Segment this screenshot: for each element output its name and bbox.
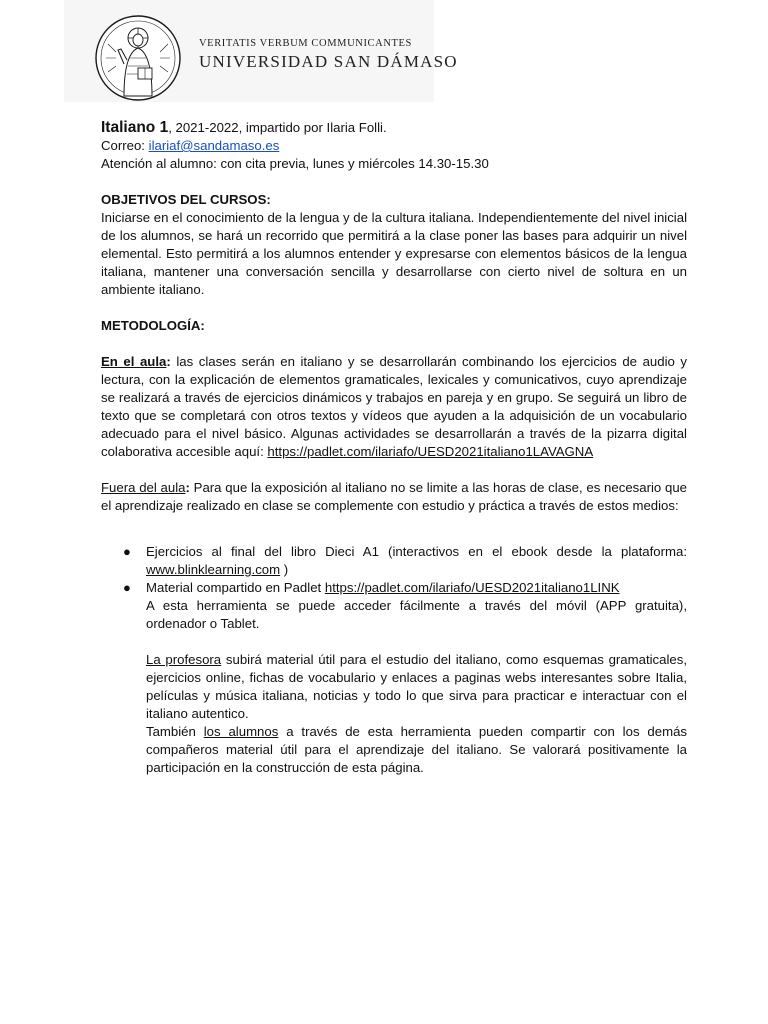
outside-class-label: Fuera del aula (101, 480, 186, 495)
list-item (101, 579, 687, 777)
bullet-1-text: Ejercicios al final del libro Dieci A1 (interactivos en el ebook desde la plataforma: (146, 544, 687, 559)
in-class-label: En el aula (101, 354, 167, 369)
blinklearning-link[interactable]: www.blinklearning.com (146, 562, 281, 577)
email-link[interactable]: ilariaf@sandamaso.es (148, 138, 280, 153)
university-motto: VERITATIS VERBUM COMMUNICANTES (199, 38, 412, 49)
course-title-line (101, 119, 687, 137)
students-label: los alumnos (203, 724, 279, 739)
in-class-colon: : (166, 354, 171, 369)
university-header (64, 0, 458, 102)
objectives-heading: OBJETIVOS DEL CURSOS: (101, 192, 271, 207)
methodology-heading: METODOLOGÍA: (101, 318, 205, 333)
professor-paragraph (146, 651, 687, 723)
students-text: a través de esta herramienta pueden compartir con los demás compañeros material útil para el aprendizaje del italiano. Se valorará positivamente la participación en la construcción de esta página. (146, 724, 688, 775)
bullet-1-end: ) (280, 562, 289, 577)
outside-class-text: Para que la exposición al italiano no se limite a las horas de clase, es necesario que el aprendizaje realizado en clase se complemente con estudio y práctica a través de estos medios: (101, 480, 687, 513)
outside-class-paragraph (101, 479, 687, 515)
students-pre: También (146, 724, 204, 739)
university-seal-logo (94, 14, 182, 102)
resources-list (101, 543, 687, 777)
objectives-text: Iniciarse en el conocimiento de la lengua y de la cultura italiana. Independientemente del nivel inicial de los alumnos, se hará un recorrido que permitirá a la clase poner las bases para adquirir un nivel elemental. Esto permitirá a los alumnos entender y expresarse con elementos básicos de la lengua italiana, mantener una conversación sencilla y desarrollarse con cierto nivel de soltura en un ambiente italiano. (101, 210, 687, 297)
university-name: UNIVERSIDAD SAN DÁMASO (199, 52, 458, 71)
course-attention: Atención al alumno: con cita previa, lunes y miércoles 14.30-15.30 (101, 156, 489, 171)
professor-label: La profesora (146, 652, 222, 667)
bullet-icon: ● (123, 580, 131, 595)
course-title-details: , 2021-2022, impartido por Ilaria Folli. (168, 120, 387, 135)
in-class-paragraph (101, 353, 687, 461)
list-item (101, 543, 687, 579)
professor-text: subirá material útil para el estudio del italiano, como esquemas gramaticales, ejercicios online, fichas de vocabulario y enlaces a paginas webs interesantes sobre Italia, películas y música italiana, noticias y todo lo que sirva para practicar e interactuar con el italiano autentico. (146, 652, 688, 721)
course-title: Italiano 1 (101, 119, 169, 136)
outside-class-colon: : (185, 480, 190, 495)
students-paragraph (146, 723, 687, 777)
bullet-icon: ● (123, 544, 131, 559)
bullet-2-access-text: A esta herramienta se puede acceder fácilmente a través del móvil (APP gratuita), ordenador o Tablet. (146, 598, 687, 631)
padlet-lavagna-link[interactable]: https://padlet.com/ilariafo/UESD2021italiano1LAVAGNA (267, 444, 594, 459)
in-class-text: las clases serán en italiano y se desarrollarán combinando los ejercicios de audio y lectura, con la explicación de elementos gramaticales, lexicales y comunicativos, cuyo aprendizaje se realizará a través de ejercicios dinámicos y trabajos en pareja y en grupo. Se seguirá un libro de texto que se completará con otros textos y vídeos que ayuden a la adquisición de un vocabulario adecuado para el nivel básico. Algunas actividades se desarrollarán a través de la pizarra digital colaborativa accesible aquí: (101, 354, 687, 459)
padlet-link-link[interactable]: https://padlet.com/ilariafo/UESD2021italiano1LINK (324, 580, 620, 595)
course-email-line (101, 137, 687, 155)
email-label: Correo: (101, 138, 149, 153)
document-body (101, 119, 687, 777)
bullet-2-text: Material compartido en Padlet (146, 580, 325, 595)
